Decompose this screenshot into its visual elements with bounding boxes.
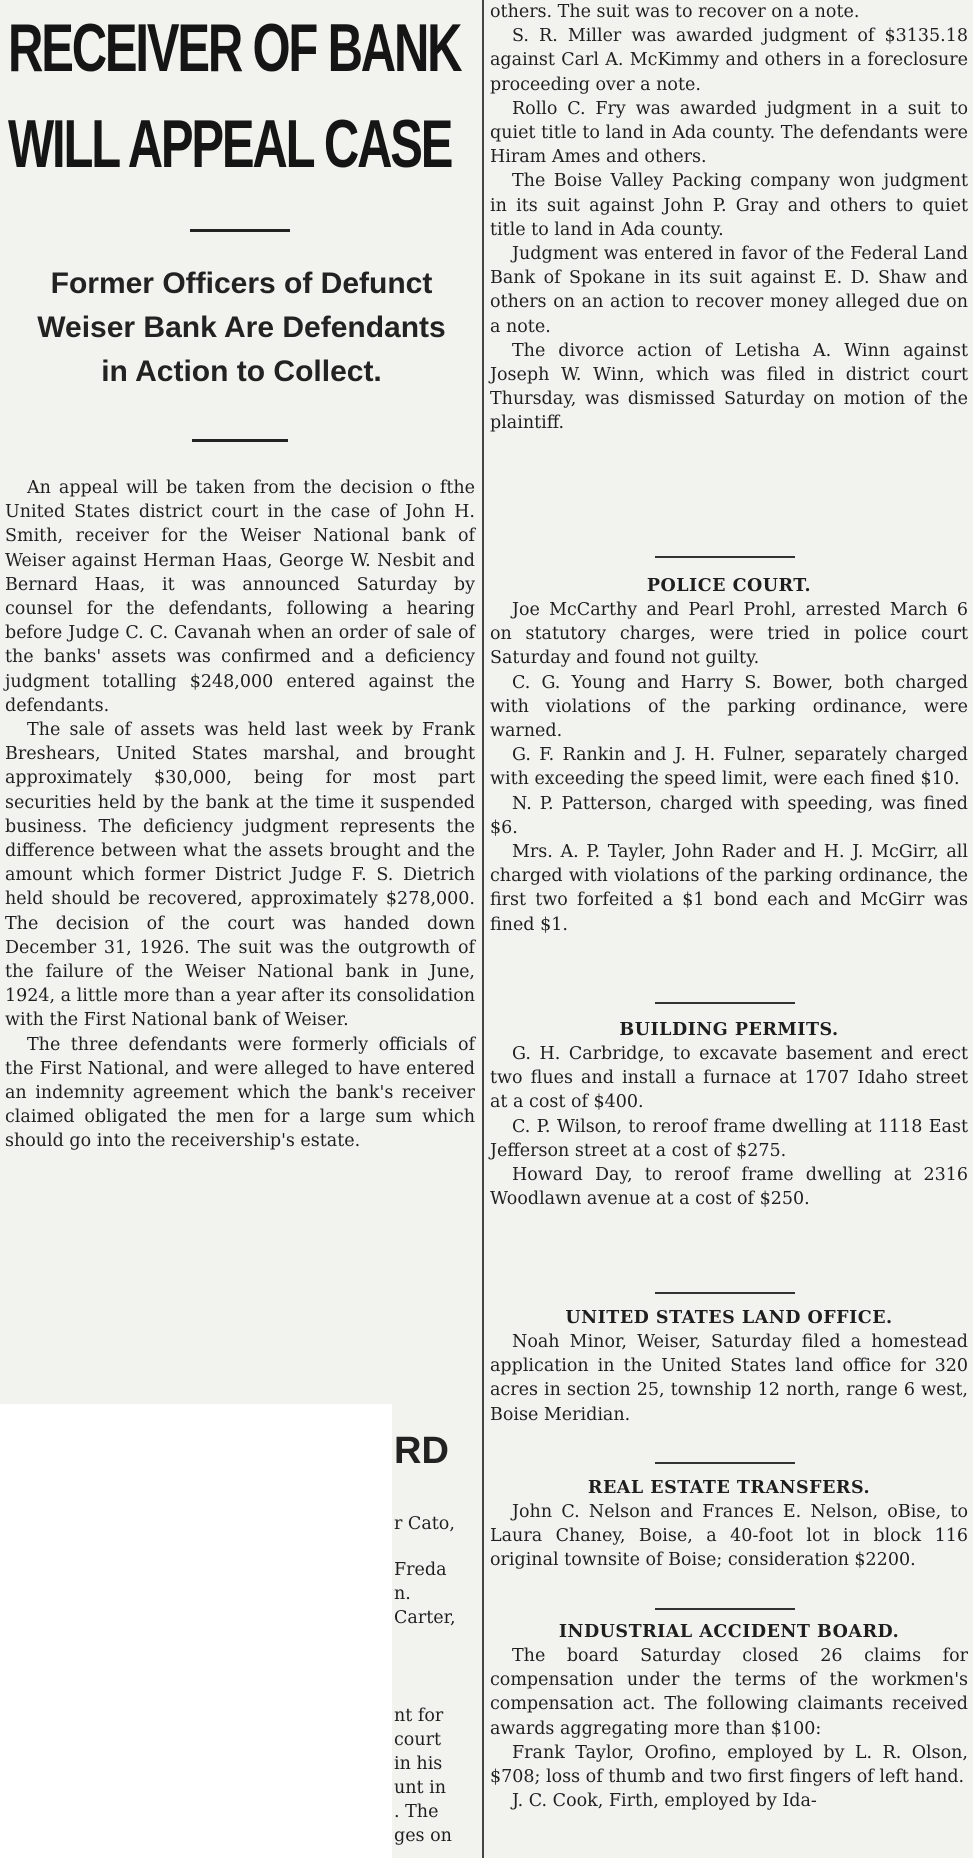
headline-rule [190,229,290,232]
section-rule [655,1462,795,1464]
section-title-police-court: POLICE COURT. [646,576,812,596]
left-column [0,0,483,1858]
police-court-section [490,574,968,937]
industrial-accident-section [490,1620,968,1813]
torn-line: in his [394,1754,443,1774]
section-paragraph: G. H. Carbridge, to excavate basement and erect two flues and install a furnace at 1707 Idaho street at a cost of $400. [490,1044,968,1113]
deck-line-3: in Action to Collect. [101,355,382,388]
article-paragraph: The three defendants were formerly officials of the First National, and were alleged to have entered an indemnity agreement which the bank's receiver claimed obligated the men for a large sum which should go into the receivership's estate. [5,1034,475,1152]
deck [0,262,483,394]
section-paragraph: G. F. Rankin and J. H. Fulner, separately charged with exceeding the speed limit, were each fined $10. [490,745,968,790]
building-permits-section [490,1018,968,1211]
section-paragraph: John C. Nelson and Frances E. Nelson, oBise, to Laura Chaney, Boise, a 40-foot lot in block 116 original townsite of Boise; consideration $2200. [490,1502,968,1571]
section-title-real-estate: REAL ESTATE TRANSFERS. [587,1478,871,1498]
court-paragraph: others. The suit was to recover on a note. [490,2,860,22]
section-rule [655,1292,795,1294]
section-paragraph: Joe McCarthy and Pearl Prohl, arrested March 6 on statutory charges, were tried in police court Saturday and found not guilty. [490,600,968,669]
court-continuation [490,0,968,436]
section-title-building-permits: BUILDING PERMITS. [619,1020,839,1040]
torn-line: . The [394,1802,439,1822]
torn-line: court [394,1730,442,1750]
real-estate-section [490,1476,968,1573]
torn-line: nt for [394,1706,444,1726]
section-rule [655,556,795,558]
torn-line: Freda [394,1560,447,1580]
section-paragraph: Frank Taylor, Orofino, employed by L. R. Olson, $708; loss of thumb and two first fingers of left hand. [490,1742,968,1788]
blank-clipping-area [0,1404,392,1858]
section-paragraph: Howard Day, to reroof frame dwelling at 2316 Woodlawn avenue at a cost of $250. [490,1165,968,1210]
section-rule [655,1002,795,1004]
court-paragraph: Rollo C. Fry was awarded judgment in a suit to quiet title to land in Ada county. The defendants were Hiram Ames and others. [490,98,968,168]
torn-line: r Cato, [394,1514,455,1534]
deck-rule [192,439,288,442]
headline-line-2: WILL APPEAL CASE [8,106,452,182]
headline-line-1: RECEIVER OF BANK [8,10,461,86]
section-paragraph: C. G. Young and Harry S. Bower, both charged with violations of the parking ordinance, were warned. [490,672,968,742]
article-paragraph: The sale of assets was held last week by Frank Breshears, United States marshal, and brought approximately $30,000, being for most part securities held by the bank at the time it suspended business. The deficiency judgment represents the difference between what the assets brought and the amount which former District Judge F. S. Dietrich held should be recovered, approximately $278,000. The decision of the court was handed down December 31, 1926. The suit was the outgrowth of the failure of the Weiser National bank in June, 1924, a little more than a year after its consolidation with the First National bank of Weiser. [5,720,475,1031]
deck-line-1: Former Officers of Defunct [50,267,433,300]
article-paragraph: An appeal will be taken from the decision o fthe United States district court in the case of John H. Smith, receiver for the Weiser National bank of Weiser against Herman Haas, George W. Nesbit and Bernard Haas, it was announced Saturday by counsel for the defendants, following a hearing before Judge C. C. Cavanah when an order of sale of the banks' assets was confirmed and a deficiency judgment totalling $248,000 entered against the defendants. [5,478,475,716]
section-title-land-office: UNITED STATES LAND OFFICE. [565,1308,893,1328]
torn-line: n. [394,1584,411,1604]
section-paragraph: The board Saturday closed 26 claims for compensation under the terms of the workmen's compensation act. The following claimants received awards aggregating more than $100: [490,1646,968,1739]
section-title-industrial-accident: INDUSTRIAL ACCIDENT BOARD. [558,1622,900,1642]
court-paragraph: The divorce action of Letisha A. Winn against Joseph W. Winn, which was filed in district court Thursday, was dismissed Saturday on motion of the plaintiff. [490,340,968,434]
torn-line: ges on [394,1826,452,1846]
torn-line: Carter, [394,1608,456,1628]
section-paragraph: C. P. Wilson, to reroof frame dwelling at 1118 East Jefferson street at a cost of $275. [490,1116,968,1161]
section-paragraph: N. P. Patterson, charged with speeding, was fined $6. [490,793,968,838]
deck-line-2: Weiser Bank Are Defendants [37,311,446,344]
headline [8,0,476,192]
torn-line: unt in [394,1778,447,1798]
torn-heading-fragment: RD [394,1430,449,1472]
section-paragraph: Noah Minor, Weiser, Saturday filed a homestead application in the United States land office for 320 acres in section 25, township 12 north, range 6 west, Boise Meridian. [490,1332,968,1425]
section-paragraph: Mrs. A. P. Tayler, John Rader and H. J. McGirr, all charged with violations of the parking ordinance, the first two forfeited a $1 bond each and McGirr was fined $1. [490,842,968,935]
section-paragraph: J. C. Cook, Firth, employed by Ida- [512,1791,817,1812]
court-paragraph: S. R. Miller was awarded judgment of $3135.18 against Carl A. McKimmy and others in a foreclosure proceeding over a note. [490,26,968,95]
court-paragraph: Judgment was entered in favor of the Federal Land Bank of Spokane in its suit against E. D. Shaw and others on an action to recover money alleged due on a note. [490,244,968,337]
article-body [5,476,475,1154]
right-column [485,0,973,1858]
column-divider [482,0,484,1858]
section-rule [655,1608,795,1610]
court-paragraph: The Boise Valley Packing company won judgment in its suit against John P. Gray and others to quiet title to land in Ada county. [490,171,968,240]
land-office-section [490,1306,968,1427]
